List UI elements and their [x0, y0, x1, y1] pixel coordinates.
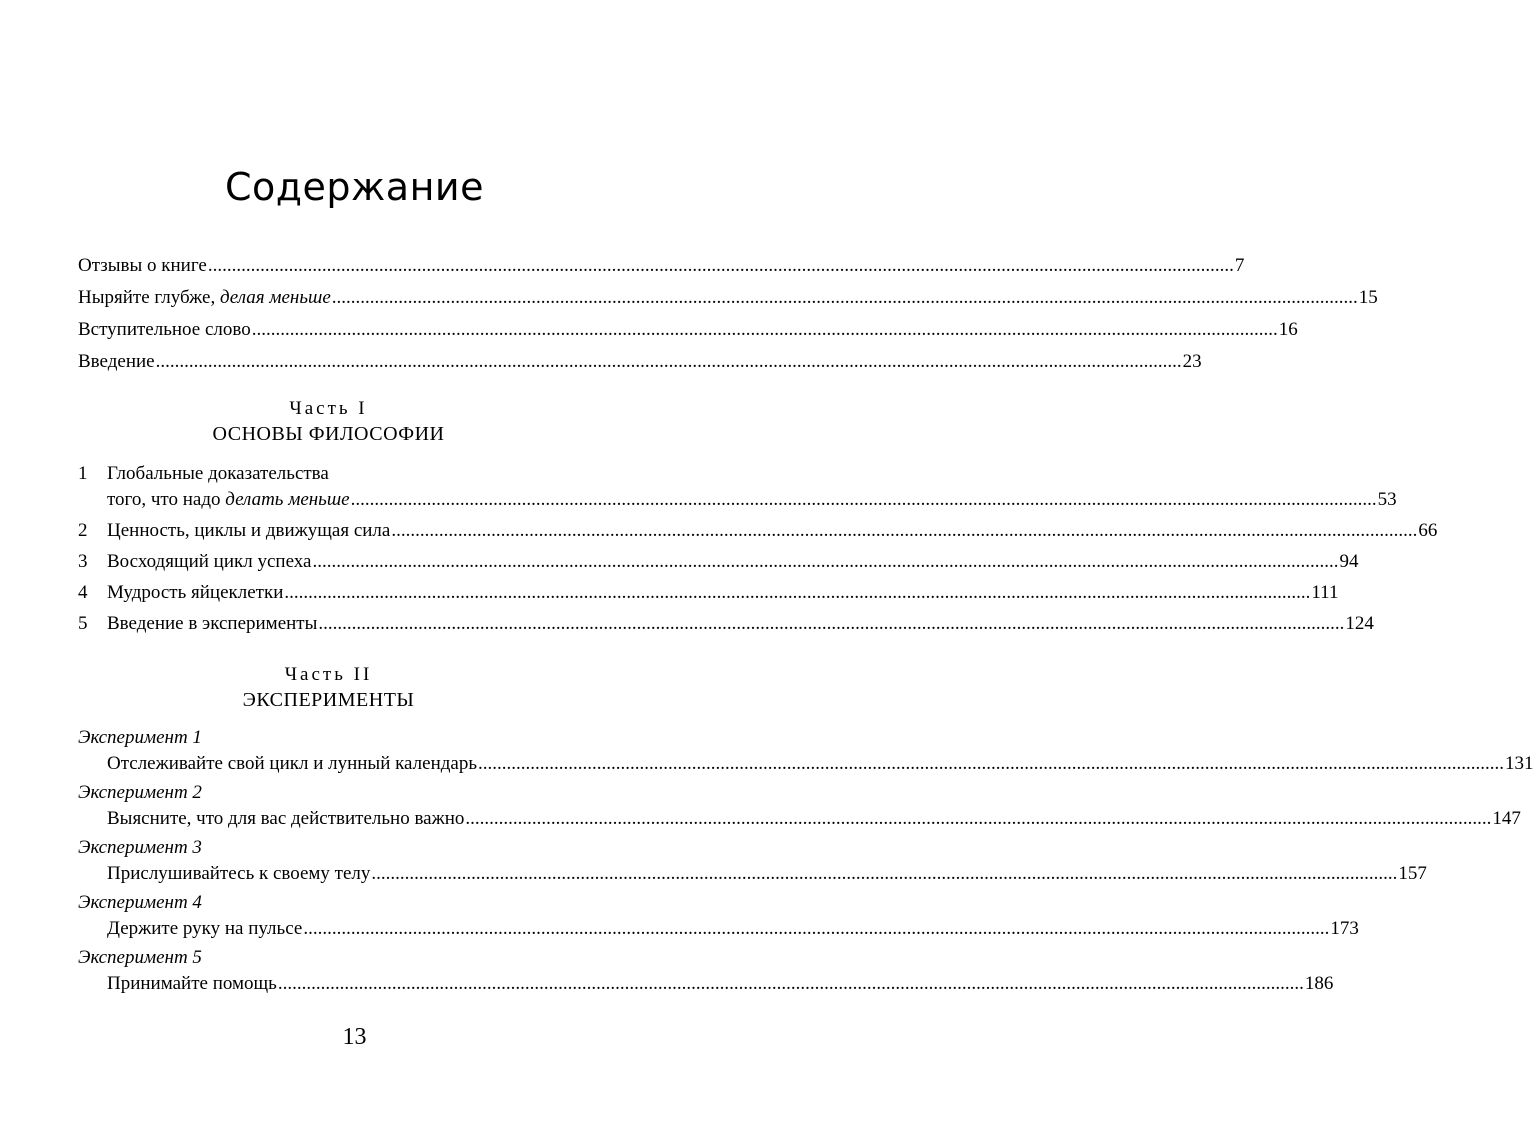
dot-leader — [478, 750, 1504, 774]
dot-leader — [208, 254, 1234, 278]
chapter-page: 124 — [1345, 613, 1374, 634]
dot-leader — [351, 487, 1377, 511]
part-2-label: Часть II — [284, 664, 373, 685]
experiment-title: Выясните, что для вас действительно важно — [107, 808, 465, 829]
dot-leader — [156, 350, 1182, 374]
experiment-1[interactable] — [78, 725, 1534, 777]
toc-entry-page: 7 — [1234, 255, 1245, 276]
toc-entry-emphasis: делая меньше — [219, 287, 331, 308]
toc-entry-foreword[interactable] — [78, 318, 1298, 342]
dot-leader — [465, 805, 1491, 829]
chapter-title: того, что надо — [107, 489, 226, 510]
chapter-3[interactable] — [78, 549, 1359, 575]
toc-entry-reviews[interactable] — [78, 254, 1245, 278]
dot-leader — [318, 611, 1344, 635]
experiment-3[interactable] — [78, 835, 1427, 887]
experiment-label: Эксперимент 4 — [78, 892, 202, 913]
toc-entry-page: 23 — [1182, 351, 1202, 372]
toc-entry-introduction[interactable] — [78, 350, 1202, 374]
experiment-label: Эксперимент 2 — [78, 782, 202, 803]
dot-leader — [252, 318, 1278, 342]
experiment-title: Принимайте помощь — [107, 973, 277, 994]
dot-leader — [303, 915, 1329, 939]
dot-leader — [371, 860, 1397, 884]
chapter-5[interactable] — [78, 611, 1374, 637]
chapter-title: Ценность, циклы и движущая сила — [107, 520, 391, 541]
chapter-title: Мудрость яйцеклетки — [107, 582, 284, 603]
chapter-title-line: Глобальные доказательства — [107, 463, 329, 484]
chapter-1[interactable] — [78, 461, 1397, 513]
experiment-page: 147 — [1492, 808, 1521, 829]
experiment-page: 131 — [1505, 753, 1534, 774]
part-2-title: ЭКСПЕРИМЕНТЫ — [242, 689, 415, 711]
toc-entry-text: Отзывы о книге — [78, 255, 207, 276]
dot-leader — [332, 286, 1358, 310]
experiment-2[interactable] — [78, 780, 1521, 832]
dot-leader — [391, 518, 1417, 542]
chapter-number: 4 — [78, 582, 88, 603]
experiment-page: 157 — [1398, 863, 1427, 884]
chapter-number: 3 — [78, 551, 88, 572]
table-of-contents — [78, 254, 1534, 1000]
chapter-page: 53 — [1377, 489, 1397, 510]
experiment-title: Прислушивайтесь к своему телу — [107, 863, 371, 884]
toc-entry-page: 15 — [1358, 287, 1378, 308]
front-matter-list — [78, 254, 1378, 374]
part-1-label: Часть I — [289, 398, 368, 419]
chapter-number: 2 — [78, 520, 88, 541]
experiment-title: Держите руку на пульсе — [107, 918, 303, 939]
chapter-page: 94 — [1339, 551, 1359, 572]
chapter-number: 1 — [78, 463, 88, 484]
dot-leader — [278, 970, 1304, 994]
experiment-4[interactable] — [78, 890, 1359, 942]
toc-entry-text: Введение — [78, 351, 155, 372]
chapter-page: 66 — [1418, 520, 1438, 541]
experiment-page: 173 — [1330, 918, 1359, 939]
part-1-heading — [78, 397, 579, 447]
experiment-label: Эксперимент 3 — [78, 837, 202, 858]
chapter-number: 5 — [78, 613, 88, 634]
part-1-chapters — [78, 461, 1438, 637]
chapter-2[interactable] — [78, 518, 1438, 544]
toc-entry-page: 16 — [1278, 319, 1298, 340]
experiment-5[interactable] — [78, 945, 1334, 997]
part-2-experiments — [78, 725, 1534, 997]
toc-entry-dive-deeper[interactable] — [78, 286, 1378, 310]
chapter-title: Восходящий цикл успеха — [107, 551, 312, 572]
part-1-title: ОСНОВЫ ФИЛОСОФИИ — [212, 423, 445, 445]
part-2-heading — [78, 663, 579, 713]
experiment-label: Эксперимент 5 — [78, 947, 202, 968]
experiment-title: Отслеживайте свой цикл и лунный календарь — [107, 753, 478, 774]
dot-leader — [312, 549, 1338, 573]
page-title: Содержание — [225, 165, 484, 210]
toc-entry-text: Вступительное слово — [78, 319, 251, 340]
page-number: 13 — [342, 1024, 367, 1050]
experiment-page: 186 — [1304, 973, 1334, 994]
chapter-page: 111 — [1311, 582, 1339, 603]
chapter-title-emphasis: делать меньше — [225, 489, 350, 510]
experiment-label: Эксперимент 1 — [78, 727, 202, 748]
chapter-4[interactable] — [78, 580, 1339, 606]
chapter-title: Введение в эксперименты — [107, 613, 318, 634]
toc-entry-text: Ныряйте глубже, — [78, 287, 220, 308]
dot-leader — [284, 580, 1310, 604]
